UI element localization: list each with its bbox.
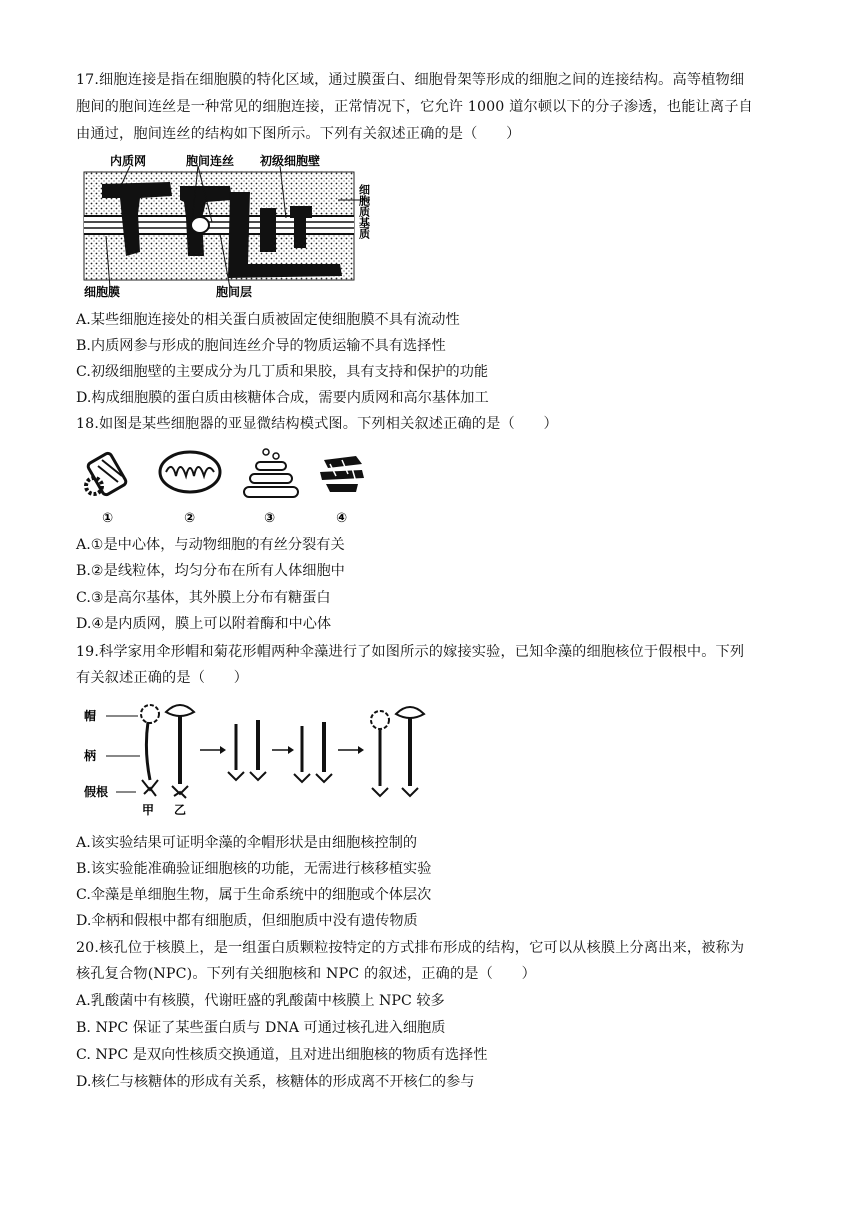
label-membrane: 细胞膜 bbox=[84, 285, 121, 299]
q20-stem-line-2: 核孔复合物(NPC)。下列有关细胞核和 NPC 的叙述，正确的是（ ） bbox=[76, 966, 536, 982]
label-rhizoid: 假根 bbox=[84, 785, 109, 799]
q20-option-b: B. NPC 保证了某些蛋白质与 DNA 可通过核孔进入细胞质 bbox=[76, 1020, 446, 1036]
label-a: 甲 bbox=[142, 803, 155, 817]
label-er: 内质网 bbox=[110, 154, 147, 168]
q18-option-a: A.①是中心体，与动物细胞的有丝分裂有关 bbox=[76, 537, 345, 553]
q20-option-a: A.乳酸菌中有核膜，代谢旺盛的乳酸菌中核膜上 NPC 较多 bbox=[76, 993, 445, 1009]
organelle-4-icon bbox=[320, 456, 364, 492]
organelle-1-icon bbox=[86, 452, 127, 496]
q17-stem-line-3: 由通过，胞间连丝的结构如下图所示。下列有关叙述正确的是（ ） bbox=[76, 126, 521, 142]
q17-plasmodesma-figure bbox=[80, 152, 390, 300]
q19-option-c: C.伞藻是单细胞生物，属于生命系统中的细胞或个体层次 bbox=[76, 887, 432, 903]
grafted-stalks-icon bbox=[228, 720, 266, 780]
label-cytoplasm-matrix: 细胞质基质 bbox=[357, 184, 371, 239]
q17-option-a: A.某些细胞连接处的相关蛋白质被固定使细胞膜不具有流动性 bbox=[76, 312, 460, 328]
label-middle-lamella: 胞间层 bbox=[216, 285, 253, 299]
q17-option-d: D.构成细胞膜的蛋白质由核糖体合成，需要内质网和高尔基体加工 bbox=[76, 390, 489, 406]
label-cap: 帽 bbox=[84, 709, 97, 723]
organelle-2-icon bbox=[160, 452, 220, 492]
q19-stem-line-2: 有关叙述正确的是（ ） bbox=[76, 670, 249, 686]
label-b: 乙 bbox=[174, 803, 187, 817]
alga-b-icon bbox=[166, 705, 194, 798]
q18-option-c: C.③是高尔基体，其外膜上分布有糖蛋白 bbox=[76, 590, 331, 606]
q17-stem-line-2: 胞间的胞间连丝是一种常见的细胞连接，正常情况下，它允许 1000 道尔顿以下的分子渗透，也能让离子自 bbox=[76, 99, 753, 115]
q18-option-b: B.②是线粒体，均匀分布在所有人体细胞中 bbox=[76, 563, 345, 579]
q19-grafting-figure bbox=[80, 700, 430, 818]
label-organelle-3: ③ bbox=[264, 511, 276, 526]
q19-stem-line-1: 19.科学家用伞形帽和菊花形帽两种伞藻进行了如图所示的嫁接实验，已知伞藻的细胞核位于假根中。下列 bbox=[76, 644, 745, 660]
q19-option-a: A.该实验结果可证明伞藻的伞帽形状是由细胞核控制的 bbox=[76, 835, 418, 851]
q20-option-c: C. NPC 是双向性核质交换通道，且对进出细胞核的物质有选择性 bbox=[76, 1047, 488, 1063]
q17-option-b: B.内质网参与形成的胞间连丝介导的物质运输不具有选择性 bbox=[76, 338, 446, 354]
label-primary-wall: 初级细胞壁 bbox=[260, 154, 321, 168]
regenerated-caps-icon bbox=[371, 707, 424, 796]
q19-option-b: B.该实验能准确验证细胞核的功能，无需进行核移植实验 bbox=[76, 861, 432, 877]
q20-option-d: D.核仁与核糖体的形成有关系，核糖体的形成离不开核仁的参与 bbox=[76, 1074, 475, 1090]
label-organelle-2: ② bbox=[184, 511, 196, 526]
q17-stem-line-1: 17.细胞连接是指在细胞膜的特化区域，通过膜蛋白、细胞骨架等形成的细胞之间的连接结构。高等植物细 bbox=[76, 72, 745, 88]
q20-stem-line-1: 20.核孔位于核膜上，是一组蛋白质颗粒按特定的方式排布形成的结构，它可以从核膜上分离出来，被称为 bbox=[76, 940, 745, 956]
alga-a-icon bbox=[141, 705, 159, 796]
q18-organelles-figure bbox=[80, 446, 370, 528]
q18-option-d: D.④是内质网，膜上可以附着酶和中心体 bbox=[76, 616, 332, 632]
label-plasmodesma: 胞间连丝 bbox=[186, 154, 235, 168]
q18-stem-line-1: 18.如图是某些细胞器的亚显微结构模式图。下列相关叙述正确的是（ ） bbox=[76, 416, 558, 432]
q19-option-d: D.伞柄和假根中都有细胞质，但细胞质中没有遗传物质 bbox=[76, 913, 418, 929]
label-stalk: 柄 bbox=[84, 749, 97, 763]
regrowing-stalks-icon bbox=[294, 722, 332, 782]
label-organelle-4: ④ bbox=[336, 511, 348, 526]
label-organelle-1: ① bbox=[102, 511, 114, 526]
q17-option-c: C.初级细胞壁的主要成分为几丁质和果胶，具有支持和保护的功能 bbox=[76, 364, 489, 380]
organelle-3-icon bbox=[244, 449, 298, 497]
